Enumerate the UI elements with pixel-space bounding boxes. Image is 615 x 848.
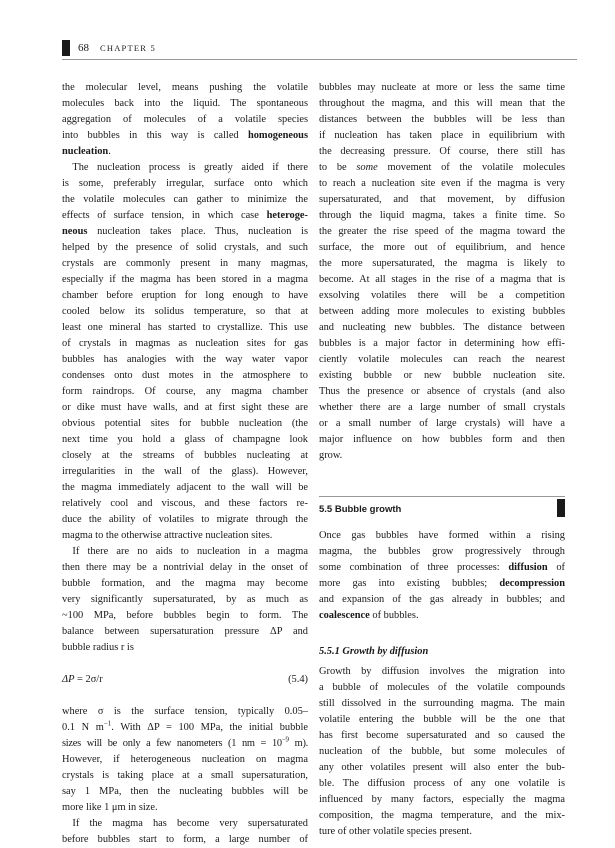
- text-line: then there may be a nontrivial delay in the onset of: [62, 562, 308, 573]
- text-line: become. At all stages in the rise of a magma that is: [319, 274, 565, 285]
- text-line: throughout the magma, and this will mean that the: [319, 98, 565, 109]
- section-rule: [319, 496, 565, 497]
- text-line: least one mineral has started to crystallize. This use: [62, 322, 308, 333]
- equation-lhs: ΔP: [62, 674, 75, 685]
- text-line: and nucleating new bubbles. The distance between: [319, 322, 565, 333]
- paragraph: [62, 160, 308, 544]
- term-coalescence: coalescence: [319, 610, 370, 621]
- text-line: Once gas bubbles have formed within a rising: [319, 530, 565, 541]
- section-title: 5.5 Bubble growth: [319, 504, 402, 515]
- equation-rhs: = 2σ/r: [74, 674, 103, 685]
- text-line: helped by the presence of solid crystals, and such: [62, 242, 308, 253]
- text-line: ~100 MPa, before bubbles begin to form. The: [62, 610, 308, 621]
- text-line: Thus the presence or absence of crystals (and also: [319, 386, 565, 397]
- text-line: has first become supersaturated and so caused the: [319, 730, 565, 741]
- text-line: where σ is the surface tension, typically 0.05–: [62, 706, 308, 717]
- text-line: very significantly supersaturated, by as much as: [62, 594, 308, 605]
- header-tab-marker: [62, 40, 70, 56]
- text-line: still dissolved in the surrounding magma. The main: [319, 698, 565, 709]
- text-line: bubbles is a major factor in determining how effi-: [319, 338, 565, 349]
- text-line: bubble formation, and the magma may become: [62, 578, 308, 589]
- text-line: If the magma has become very supersaturated: [72, 818, 308, 829]
- subsection-title: 5.5.1 Growth by diffusion: [319, 646, 429, 657]
- text-line: crystals is taking place at a small supersaturation,: [62, 770, 308, 781]
- text-line: to be some movement of the volatile molecules: [319, 162, 565, 173]
- text-line: or dike must have walls, and at first sight these are: [62, 402, 308, 413]
- text-line: balance between supersaturation pressure ΔP and: [62, 626, 308, 637]
- text-line: crystals are commonly present in many magmas,: [62, 258, 308, 269]
- text-line: the more supersaturated, the magma is likely to: [319, 258, 565, 269]
- text-line: a bubble of molecules of the volatile compounds: [319, 682, 565, 693]
- running-header: [62, 36, 577, 60]
- equation-number: (5.4): [288, 674, 308, 685]
- term-diffusion: diffusion: [508, 562, 548, 573]
- text-line: any other volatiles present will also enter the bub-: [319, 762, 565, 773]
- emphasis-some: some: [356, 162, 378, 173]
- chapter-label: CHAPTER 5: [100, 43, 156, 53]
- text-line: coalescence of bubbles.: [319, 610, 419, 621]
- paragraph: [62, 544, 308, 656]
- text-line: grow.: [319, 450, 343, 461]
- equation-5-4: [62, 672, 308, 688]
- term-decompression: decompression: [499, 578, 565, 589]
- paragraph: [319, 80, 565, 464]
- text-line: ture of other volatile species present.: [319, 826, 472, 837]
- page-number: 68: [78, 42, 89, 54]
- text-line: is some, preferably irregular, surface onto which: [62, 178, 308, 189]
- text-line: especially if the magma has been stored in a magma: [62, 274, 308, 285]
- text-line: and expansion of the gas already in bubbles; and: [319, 594, 565, 605]
- paragraph: [62, 80, 308, 160]
- text-line: Growth by diffusion involves the migration into: [319, 666, 565, 677]
- text-line: effects of surface tension, in which case heteroge-: [62, 210, 308, 221]
- text-line: the magma immediately adjacent to the wall will be: [62, 482, 308, 493]
- text-line: nucleation.: [62, 146, 111, 157]
- paragraph: [319, 528, 565, 624]
- right-column: [319, 80, 565, 840]
- text-line: before bubbles start to form, a large number of: [62, 834, 308, 845]
- text-line: form raindrops. Of course, any magma chamber: [62, 386, 308, 397]
- text-line: sizes will be only a few nanometers (1 nm = $10^{-9}$ m).: [62, 735, 308, 749]
- term-heterogeneous: heteroge-: [266, 210, 308, 221]
- text-line: the volatile molecules can gather to minimize the: [62, 194, 308, 205]
- text-line: major influence on how bubbles form and then: [319, 434, 565, 445]
- left-column: [62, 80, 308, 848]
- section-heading: [319, 496, 565, 520]
- term-nucleation: nucleation: [62, 146, 109, 157]
- text-line: magma to the otherwise attractive nucleation sites.: [62, 530, 273, 541]
- text-line: bubbles may nucleate at more or less the same time: [319, 82, 565, 93]
- text-line: if nucleation has taken place in equilibrium with: [319, 130, 565, 141]
- text-line: some combination of three processes: diffusion of: [319, 562, 565, 573]
- text-line: molecules back into the liquid. The spontaneous: [62, 98, 308, 109]
- paragraph: [319, 664, 565, 840]
- text-line: relatively cool and viscous, and these factors re-: [62, 498, 308, 509]
- text-line: aggregation of molecules of a volatile species: [62, 114, 308, 125]
- text-line: whether there are a large number of small crystals: [319, 402, 565, 413]
- section-bar-marker: [557, 499, 565, 517]
- text-line: more gas into existing bubbles; decompression: [319, 578, 565, 589]
- text-line: supersaturated, and that movement, by diffusion: [319, 194, 565, 205]
- text-line: ciently volatile molecules can reach the nearest: [319, 354, 565, 365]
- text-line: magma, the bubbles grow progressively through: [319, 546, 565, 557]
- text-line: If there are no aids to nucleation in a magma: [72, 546, 308, 557]
- text-line: obvious potential sites for bubble nucleation (the: [62, 418, 308, 429]
- text-line: influenced by many factors, especially the magma: [319, 794, 565, 805]
- text-line: exsolving volatiles there will be a competition: [319, 290, 565, 301]
- text-line: distances between the bubbles will be less than: [319, 114, 565, 125]
- text-line: volatile entering the bubble will be the one that: [319, 714, 565, 725]
- text-line: say 1 MPa, then the nucleating bubbles will be: [62, 786, 308, 797]
- text-line: condenses onto dust motes in the atmosphere to: [62, 370, 308, 381]
- text-line: the molecular level, means pushing the volatile: [62, 82, 308, 93]
- text-line: neous nucleation takes place. Thus, nucleation is: [62, 226, 308, 237]
- text-line: duce the ability of volatiles to migrate through the: [62, 514, 308, 525]
- text-line: composition, the magma temperature, and the mix-: [319, 810, 565, 821]
- term-homogeneous: homogeneous: [247, 130, 308, 141]
- text-line: more like 1 μm in size.: [62, 802, 158, 813]
- text-line: ble. The diffusion process of any one volatile is: [319, 778, 565, 789]
- text-line: the greater the rise speed of the magma toward the: [319, 226, 565, 237]
- paragraph: [62, 816, 308, 848]
- text-line: The nucleation process is greatly aided if there: [72, 162, 308, 173]
- paragraph: [62, 704, 308, 816]
- text-line: the decreasing pressure. Of course, there still has: [319, 146, 565, 157]
- text-line: However, if heterogeneous nucleation on magma: [62, 754, 308, 765]
- text-line: next time you hold a glass of champagne look: [62, 434, 308, 445]
- text-line: nucleation of the bubble, but some molecules of: [319, 746, 565, 757]
- text-line: bubble radius r is: [62, 642, 134, 653]
- text-line: existing bubble or new bubble nucleation site.: [319, 370, 565, 381]
- text-line: cooled below its solidus temperature, so that at: [62, 306, 308, 317]
- text-line: bubbles has analogies with the way water vapor: [62, 354, 308, 365]
- text-line: or a small number of large crystals) will have a: [319, 418, 565, 429]
- text-line: between adding more molecules to existing bubbles: [319, 306, 565, 317]
- text-line: of crystals in magmas as nucleation sites for gas: [62, 338, 308, 349]
- text-line: surface, the more out of equilibrium, and hence: [319, 242, 565, 253]
- text-line: into bubbles in this way is called homogeneous: [62, 130, 308, 141]
- text-line: irregularities in the wall of the glass). However,: [62, 466, 308, 477]
- text-line: chamber before eruption for long enough to have: [62, 290, 308, 301]
- header-rule: [62, 59, 577, 60]
- text-line: through the liquid magma, takes a finite time. So: [319, 210, 565, 221]
- text-line: to reach a nucleation site even if the magma is very: [319, 178, 565, 189]
- text-line: closely at the streams of bubbles nucleating at: [62, 450, 308, 461]
- text-line: 0.1 N $m^{-1}$. With ΔP = 100 MPa, the initial bubble: [62, 719, 308, 733]
